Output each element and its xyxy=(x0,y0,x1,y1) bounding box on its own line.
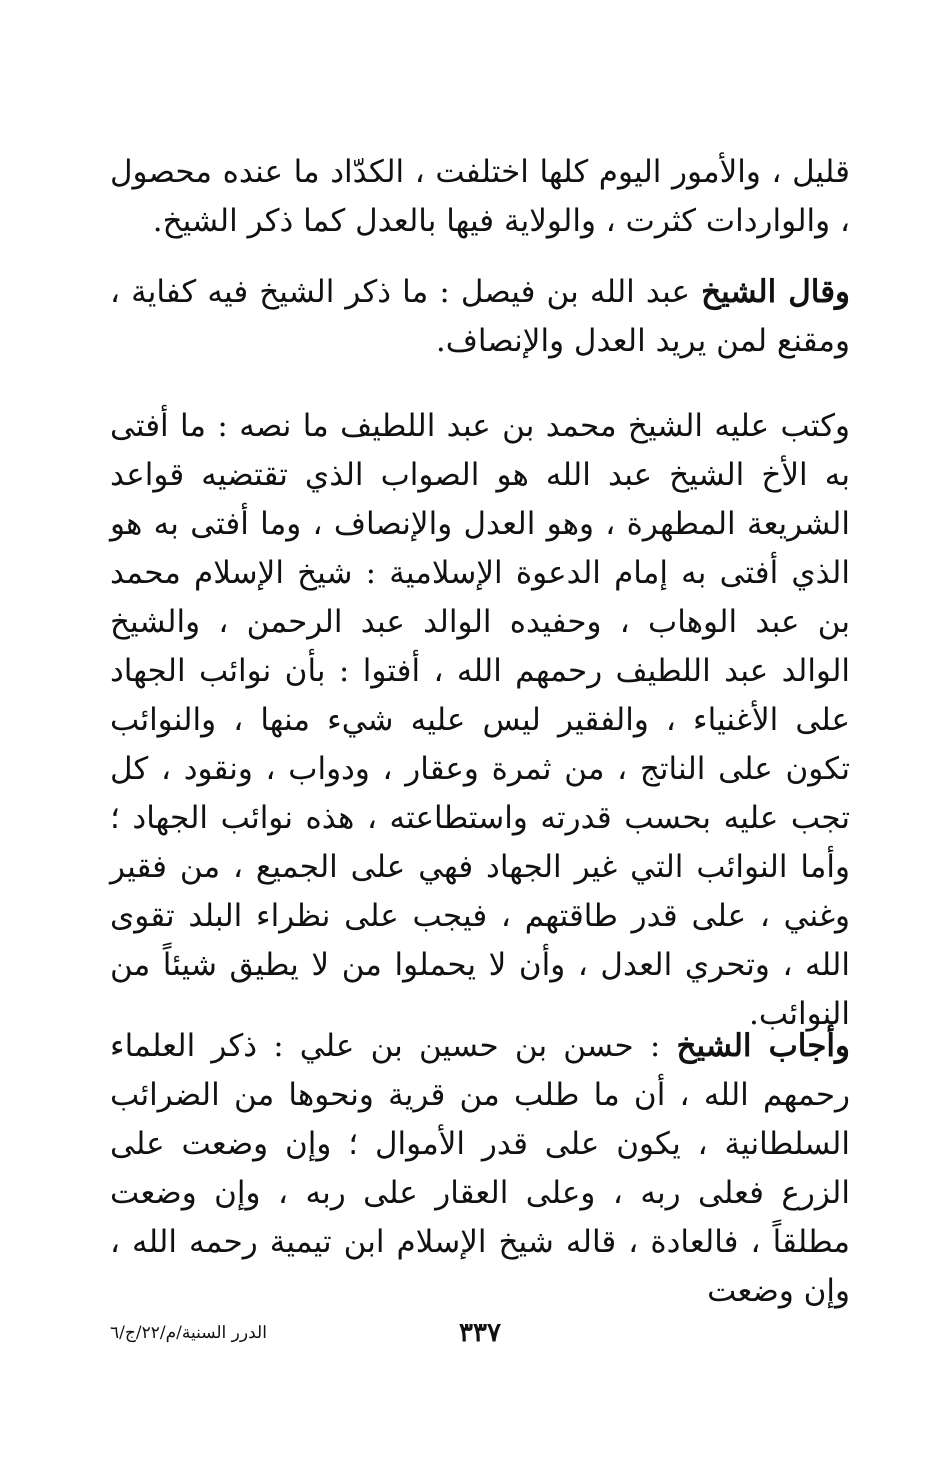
paragraph-text: وكتب عليه الشيخ محمد بن عبد اللطيف ما نصه : ما أفتى به الأخ الشيخ عبد الله هو الصواب الذي تقتضيه قواعد الشريعة المطهرة ، وهو العدل والإنصاف ، وما أفتى به هو الذي أفتى به إمام الدعوة الإسلامية : شيخ الإسلام محمد بن عبد الوهاب ، وحفيده الوالد عبد الرحمن ، والشيخ الوالد عبد اللطيف رحمهم الله ، أفتوا : بأن نوائب الجهاد على الأغنياء ، والفقير ليس عليه شيء منها ، والنوائب تكون على الناتج ، من ثمرة وعقار ، ودواب ، ونقود ، كل تجب عليه بحسب قدرته واستطاعته ، هذه نوائب الجهاد ؛ وأما النوائب التي غير الجهاد فهي على الجميع ، من فقير وغني ، على قدر طاقتهم ، فيجب على نظراء البلد تقوى الله ، وتحري العدل ، وأن لا يحملوا من لا يطيق شيئاً من النوائب. xyxy=(110,408,850,1032)
paragraph-text: : حسن بن حسين بن علي : ذكر العلماء رحمهم الله ، أن ما طلب من قرية ونحوها من الضرائب السلطانية ، يكون على قدر الأموال ؛ وإن وضعت على الزرع فعلى ربه ، وعلى العقار على ربه ، وإن وضعت مطلقاً ، فالعادة ، قاله شيخ الإسلام ابن تيمية رحمه الله ، وإن وضعت xyxy=(110,1028,850,1309)
paragraph-sheikh-hasan xyxy=(110,1022,850,1316)
paragraph-lead: وقال الشيخ xyxy=(701,274,851,310)
footer-reference-code: الدرر السنية/م/٢٢/ج/٦ xyxy=(110,1323,267,1343)
paragraph-continuation xyxy=(110,148,850,246)
paragraph-sheikh-abdullah xyxy=(110,268,850,366)
paragraph-sheikh-muhammad xyxy=(110,402,850,1039)
paragraph-lead: وأجاب الشيخ xyxy=(676,1028,851,1064)
paragraph-text: قليل ، والأمور اليوم كلها اختلفت ، الكدّاد ما عنده محصول ، والواردات كثرت ، والولاية فيها بالعدل كما ذكر الشيخ. xyxy=(110,154,850,239)
page-number: ٣٣٧ xyxy=(459,1318,501,1348)
paragraph-text: عبد الله بن فيصل : ما ذكر الشيخ فيه كفاية ، ومقنع لمن يريد العدل والإنصاف. xyxy=(110,274,850,359)
